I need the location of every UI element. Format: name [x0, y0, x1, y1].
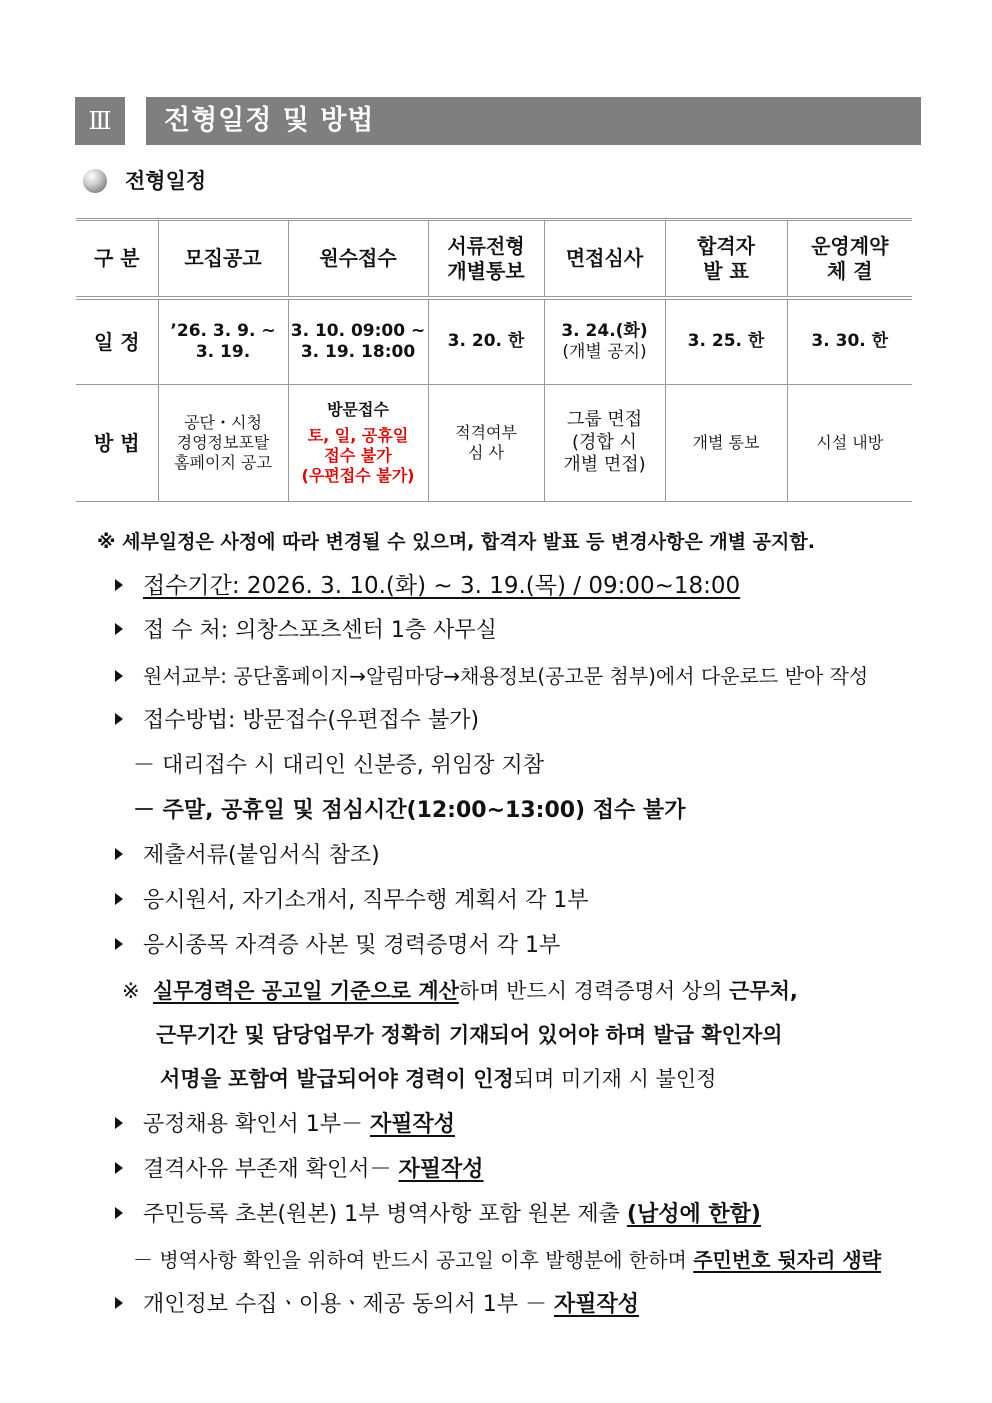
handwritten-note: 자필작성 — [370, 1112, 456, 1137]
list-item — [115, 661, 868, 691]
triangle-bullet-icon — [115, 623, 123, 635]
table-cell: 시설 내방 — [787, 385, 912, 502]
table-cell: 3. 30. 한 — [787, 298, 912, 385]
triangle-bullet-icon — [115, 1117, 123, 1129]
career-note-line3 — [160, 1064, 716, 1094]
list-item — [115, 571, 740, 601]
doc5-note-text: － 병역사항 확인을 위하여 반드시 공고일 이후 발행분에 한하며 — [133, 1248, 694, 1272]
table-cell: 적격여부 심 사 — [428, 385, 544, 502]
header-cell: 면접심사 — [544, 220, 665, 299]
table-header-row — [76, 220, 912, 299]
list-item — [115, 616, 497, 646]
doc5-text: 주민등록 초본(원본) 1부 병역사항 포함 원본 제출 — [143, 1202, 627, 1227]
male-only-note: (남성에 한함) — [626, 1202, 761, 1227]
list-item — [115, 886, 589, 916]
triangle-bullet-icon — [115, 670, 123, 682]
triangle-bullet-icon — [115, 1297, 123, 1309]
note-mark: ※ — [122, 979, 140, 1003]
receipt-visit: 방문접수 — [327, 400, 389, 419]
receipt-restriction: 토, 일, 공휴일 접수 불가 (우편접수 불가) — [301, 426, 415, 485]
section-number: Ⅲ — [75, 97, 125, 145]
schedule-table — [76, 218, 912, 502]
period-text: 접수기간: 2026. 3. 10.(화) ~ 3. 19.(목) / 09:00~18:00 — [143, 573, 741, 599]
triangle-bullet-icon — [115, 713, 123, 725]
triangle-bullet-icon — [115, 848, 123, 860]
table-cell: 3. 25. 한 — [665, 298, 787, 385]
table-cell: 그룹 면접 (경합 시 개별 면접) — [544, 385, 665, 502]
career-text: 하며 반드시 경력증명서 상의 — [458, 979, 730, 1003]
handwritten-note: 자필작성 — [398, 1157, 484, 1182]
header-cell: 운영계약 체 결 — [787, 220, 912, 299]
sphere-bullet-icon — [83, 169, 107, 193]
doc1-text: 응시원서, 자기소개서, 직무수행 계획서 각 1부 — [143, 888, 589, 913]
section-title: 전형일정 및 방법 — [146, 97, 921, 145]
header-cell: 구 분 — [76, 220, 158, 299]
subheading-text: 전형일정 — [125, 168, 207, 193]
list-item — [115, 1290, 639, 1320]
list-item — [115, 841, 380, 871]
row-label: 일 정 — [76, 298, 158, 385]
id-omit-note: 주민번호 뒷자리 생략 — [693, 1248, 882, 1272]
triangle-bullet-icon — [115, 1207, 123, 1219]
career-emphasis: 실무경력은 공고일 기준으로 계산 — [152, 979, 459, 1003]
career-workplace: 근무처, — [729, 979, 798, 1003]
table-cell — [288, 385, 428, 502]
row-label: 방 법 — [76, 385, 158, 502]
list-item — [115, 706, 479, 736]
list-item — [115, 931, 560, 961]
table-cell: 공단・시청 경영정보포탈 홈페이지 공고 — [158, 385, 288, 502]
header-cell: 원수접수 — [288, 220, 428, 299]
list-item: － 대리접수 시 대리인 신분증, 위임장 지참 — [133, 753, 544, 778]
career-text: 되며 미기재 시 불인정 — [513, 1067, 717, 1091]
table-cell — [544, 298, 665, 385]
career-emphasis: 서명을 포함여 발급되어야 경력이 인정 — [160, 1067, 514, 1091]
career-note-line1 — [122, 976, 798, 1006]
interview-date: 3. 24.(화) — [561, 320, 648, 341]
table-cell: 3. 10. 09:00 ~ 3. 19. 18:00 — [288, 298, 428, 385]
list-item — [115, 1200, 761, 1230]
triangle-bullet-icon — [115, 579, 123, 591]
handwritten-note: 자필작성 — [554, 1292, 640, 1317]
triangle-bullet-icon — [115, 893, 123, 905]
triangle-bullet-icon — [115, 1162, 123, 1174]
header-cell: 서류전형 개별통보 — [428, 220, 544, 299]
documents-text: 제출서류(붙임서식 참조) — [143, 843, 380, 868]
list-item — [115, 1110, 455, 1140]
notice-text: ※ 세부일정은 사정에 따라 변경될 수 있으며, 합격자 발표 등 변경사항은 개별 공지함. — [97, 531, 815, 553]
form-text: 원서교부: 공단홈페이지→알림마당→채용정보(공고문 첨부)에서 다운로드 받아 작성 — [143, 664, 869, 688]
header-cell: 합격자 발 표 — [665, 220, 787, 299]
doc4-text: 결격사유 부존재 확인서－ — [143, 1157, 399, 1182]
table-row — [76, 385, 912, 502]
career-note-line2: 근무기간 및 담당업무가 정확히 기재되어 있어야 하며 발급 확인자의 — [156, 1023, 783, 1047]
table-row — [76, 298, 912, 385]
list-item — [115, 1155, 484, 1185]
table-cell: 3. 20. 한 — [428, 298, 544, 385]
header-cell: 모집공고 — [158, 220, 288, 299]
doc3-text: 공정채용 확인서 1부－ — [143, 1112, 370, 1137]
method-text: 접수방법: 방문접수(우편접수 불가) — [143, 708, 480, 733]
section-header — [75, 97, 921, 145]
doc6-text: 개인정보 수집ㆍ이용ㆍ제공 동의서 1부 － — [143, 1292, 554, 1317]
triangle-bullet-icon — [115, 938, 123, 950]
list-item — [133, 1245, 881, 1275]
table-cell: 개별 통보 — [665, 385, 787, 502]
table-cell: ’26. 3. 9. ~ 3. 19. — [158, 298, 288, 385]
interview-note: (개별 공지) — [562, 342, 647, 362]
doc2-text: 응시종목 자격증 사본 및 경력증명서 각 1부 — [143, 933, 561, 958]
place-text: 접 수 처: 의창스포츠센터 1층 사무실 — [143, 618, 497, 643]
list-item: － 주말, 공휴일 및 점심시간(12:00~13:00) 접수 불가 — [133, 798, 686, 823]
